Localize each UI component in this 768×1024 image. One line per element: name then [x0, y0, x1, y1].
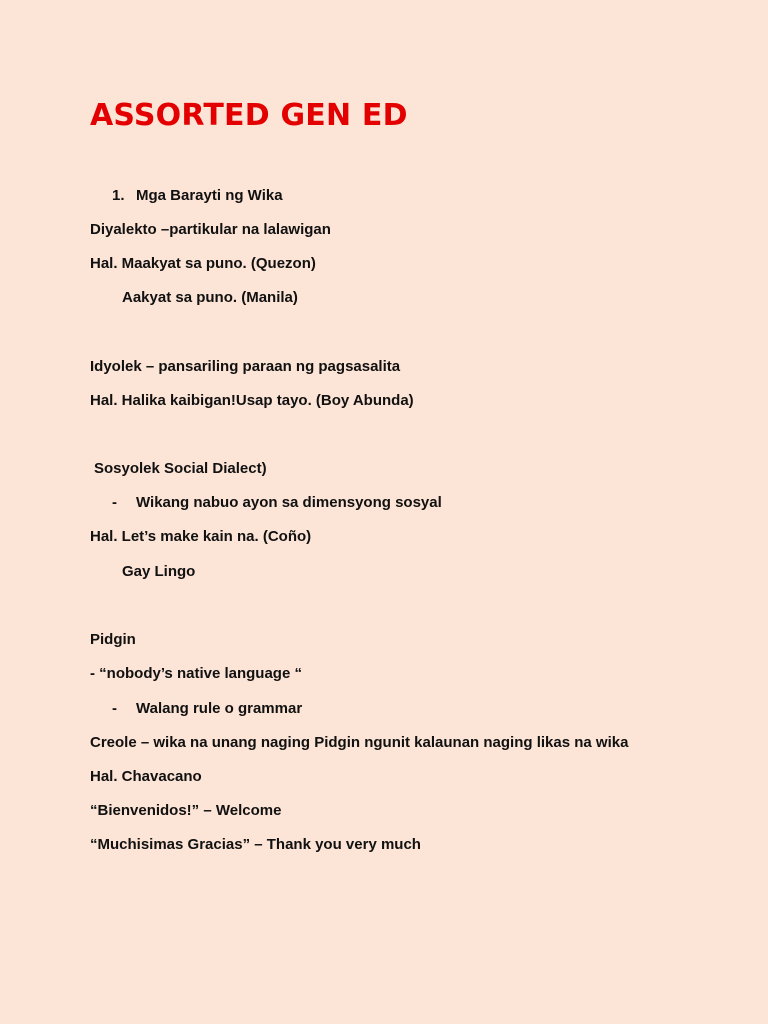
text-line: Gay Lingo: [122, 563, 196, 580]
text-line: Idyolek – pansariling paraan ng pagsasalita: [90, 358, 401, 375]
text-line: Aakyat sa puno. (Manila): [122, 289, 298, 306]
text-line: Diyalekto –partikular na lalawigan: [90, 221, 331, 238]
text-line: Hal. Halika kaibigan!Usap tayo. (Boy Abunda): [90, 392, 414, 409]
document-title: ASSORTED GEN ED: [90, 98, 408, 133]
list-item-text: Mga Barayti ng Wika: [136, 187, 283, 204]
text-line: “Bienvenidos!” – Welcome: [90, 802, 282, 819]
text-line: Creole – wika na unang naging Pidgin ngunit kalaunan naging likas na wika: [90, 734, 629, 751]
text-line: Hal. Chavacano: [90, 768, 202, 785]
bullet-text: Walang rule o grammar: [136, 700, 303, 717]
bullet-dash: -: [112, 700, 117, 717]
text-line: Sosyolek Social Dialect): [94, 460, 267, 477]
text-line: - “nobody’s native language “: [90, 665, 302, 682]
text-line: Hal. Let’s make kain na. (Coño): [90, 528, 312, 545]
text-line: Pidgin: [90, 631, 136, 648]
bullet-dash: -: [112, 494, 117, 511]
text-line: Hal. Maakyat sa puno. (Quezon): [90, 255, 316, 272]
bullet-text: Wikang nabuo ayon sa dimensyong sosyal: [136, 494, 442, 511]
text-line: “Muchisimas Gracias” – Thank you very much: [90, 836, 421, 853]
list-number: 1.: [112, 187, 125, 204]
